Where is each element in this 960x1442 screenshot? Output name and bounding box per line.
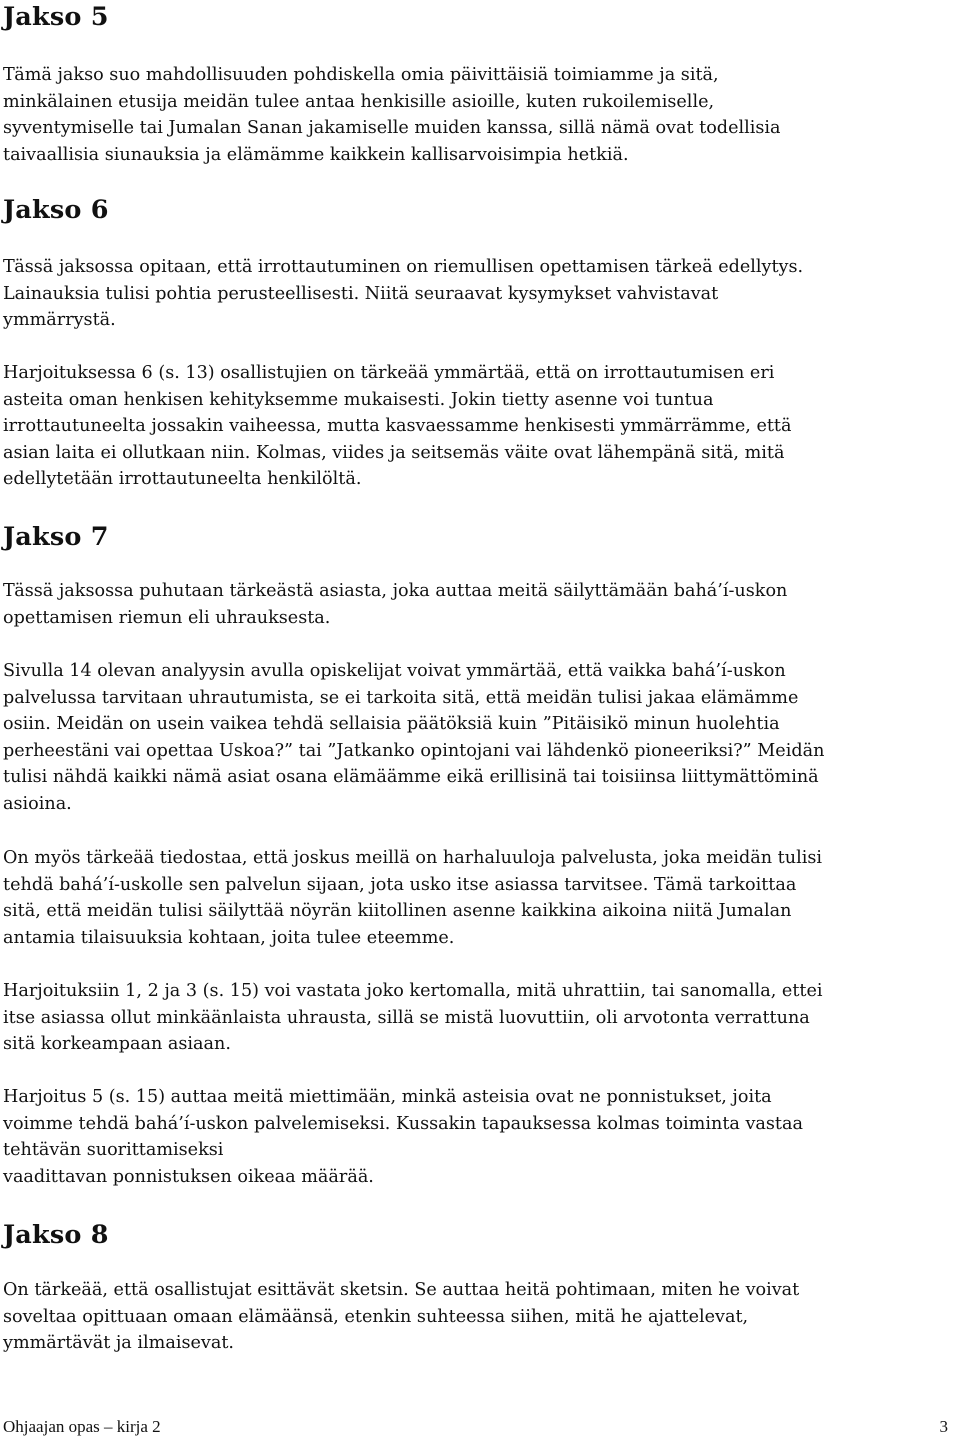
text-line: syventymiselle tai Jumalan Sanan jakamiselle muiden kanssa, sillä nämä ovat todellisia [3, 118, 781, 138]
text-line: osiin. Meidän on usein vaikea tehdä sellaisia päätöksiä kuin ”Pitäisikö minun huolehtia [3, 714, 780, 734]
text-line: irrottautuneelta jossakin vaiheessa, mutta kasvaessamme henkisesti ymmärrämme, että [3, 416, 792, 436]
section-heading-jakso-6: Jakso 6 [3, 195, 109, 225]
text-line: voimme tehdä bahá’í-uskon palvelemiseksi. Kussakin tapauksessa kolmas toiminta vastaa [3, 1113, 803, 1134]
paragraph [3, 62, 951, 168]
text-line: ymmärtävät ja ilmaisevat. [3, 1333, 234, 1353]
text-line: sitä korkeampaan asiaan. [3, 1034, 231, 1054]
text-line: ymmärrystä. [3, 310, 116, 330]
text-line: Harjoituksessa 6 (s. 13) osallistujien on tärkeää ymmärtää, että on irrottautumisen eri [3, 363, 775, 383]
text-line: perheestäni vai opettaa Uskoa?” tai ”Jatkanko opintojani vai lähdenkö pioneeriksi?” Meidän [3, 740, 825, 761]
text-line: edellytetään irrottautuneelta henkilöltä. [3, 469, 362, 489]
text-line: tulisi nähdä kaikki nämä asiat osana elämäämme eikä erillisinä tai toisiinsa liittymättöminä [3, 767, 819, 787]
text-line: itse asiassa ollut minkäänlaista uhrausta, sillä se mistä luovuttiin, oli arvotonta verrattuna [3, 1007, 810, 1028]
text-line: tehtävän suorittamiseksi [3, 1140, 224, 1160]
text-line: soveltaa opittuaan omaan elämäänsä, etenkin suhteessa siihen, mitä he ajattelevat, [3, 1306, 749, 1327]
text-line: Harjoituksiin 1, 2 ja 3 (s. 15) voi vastata joko kertomalla, mitä uhrattiin, tai sanomalla, ettei [3, 981, 823, 1001]
text-line: Tässä jaksossa opitaan, että irrottautuminen on riemullisen opettamisen tärkeä edellytys. [3, 257, 804, 277]
text-line: palvelussa tarvitaan uhrautumista, se ei tarkoita sitä, että meidän tulisi jakaa elämämme [3, 687, 799, 708]
text-line: taivaallisia siunauksia ja elämämme kaikkein kallisarvoisimpia hetkiä. [3, 144, 629, 165]
text-line: On tärkeää, että osallistujat esittävät sketsin. Se auttaa heitä pohtimaan, miten he voivat [3, 1280, 800, 1300]
text-line: minkälainen etusija meidän tulee antaa henkisille asioille, kuten rukoilemiselle, [3, 91, 715, 112]
section-heading-jakso-8: Jakso 8 [3, 1220, 109, 1250]
text-line: Tämä jakso suo mahdollisuuden pohdiskella omia päivittäisiä toimiamme ja sitä, [3, 65, 719, 85]
paragraph [3, 1084, 951, 1190]
text-line: asian laita ei ollutkaan niin. Kolmas, viides ja seitsemäs väite ovat lähempänä sitä, mitä [3, 442, 785, 463]
text-line: Sivulla 14 olevan analyysin avulla opiskelijat voivat ymmärtää, että vaikka bahá’í-uskon [3, 661, 786, 681]
paragraph [3, 658, 951, 817]
text-line: asteita oman henkisen kehityksemme mukaisesti. Jokin tietty asenne voi tuntua [3, 389, 714, 410]
page-number: 3 [939, 1417, 948, 1436]
paragraph [3, 578, 951, 631]
text-line: Lainauksia tulisi pohtia perusteellisesti. Niitä seuraavat kysymykset vahvistavat [3, 283, 719, 304]
paragraph [3, 978, 951, 1058]
paragraph [3, 1277, 951, 1357]
paragraph [3, 254, 951, 334]
text-line: On myös tärkeää tiedostaa, että joskus meillä on harhaluuloja palvelusta, joka meidän tulisi [3, 848, 822, 868]
paragraph [3, 360, 951, 493]
section-heading-jakso-7: Jakso 7 [3, 522, 109, 552]
text-line: vaadittavan ponnistuksen oikeaa määrää. [3, 1166, 374, 1187]
section-heading-jakso-5: Jakso 5 [3, 2, 109, 32]
text-line: Tässä jaksossa puhutaan tärkeästä asiasta, joka auttaa meitä säilyttämään bahá’í-uskon [3, 581, 788, 601]
paragraph [3, 845, 951, 951]
text-line: sitä, että meidän tulisi säilyttää nöyrän kiitollinen asenne kaikkina aikoina niitä Jumalan [3, 901, 792, 921]
text-line: asioina. [3, 793, 72, 814]
text-line: antamia tilaisuuksia kohtaan, joita tulee eteemme. [3, 927, 455, 948]
text-line: Harjoitus 5 (s. 15) auttaa meitä miettimään, minkä asteisia ovat ne ponnistukset, joita [3, 1087, 772, 1107]
text-line: tehdä bahá’í-uskolle sen palvelun sijaan, jota usko itse asiassa tarvitsee. Tämä tarkoittaa [3, 874, 797, 895]
footer-title: Ohjaajan opas – kirja 2 [3, 1417, 161, 1436]
text-line: opettamisen riemun eli uhrauksesta. [3, 607, 331, 628]
